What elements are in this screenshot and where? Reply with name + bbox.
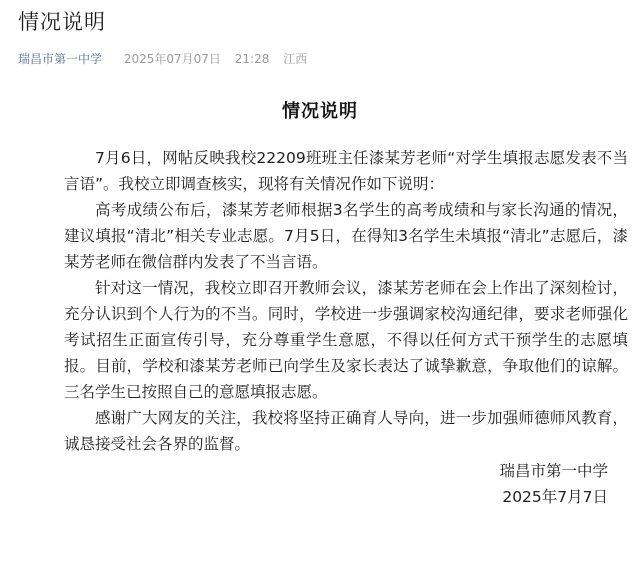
document-body — [64, 145, 628, 457]
signature-block — [499, 458, 608, 510]
publish-date: 2025年07月07日 — [123, 52, 221, 66]
article-meta — [18, 50, 307, 67]
paragraph-1: 7月6日，网帖反映我校22209班班主任漆某芳老师“对学生填报志愿发表不当言语”。我校立即调查核实，现将有关情况作如下说明： — [64, 149, 628, 193]
article-title: 情况说明 — [18, 10, 106, 34]
paragraph-2: 高考成绩公布后，漆某芳老师根据3名学生的高考成绩和与家长沟通的情况，建议填报“清北”相关专业志愿。7月5日，在得知3名学生未填报“清北”志愿后，漆某芳老师在微信群内发表了不当言语。 — [64, 201, 628, 271]
paragraph-4: 感谢广大网友的关注，我校将坚持正确育人导向，进一步加强师德师风教育，诚恳接受社会各界的监督。 — [64, 409, 628, 453]
signature-date: 2025年7月7日 — [502, 488, 608, 506]
paragraph-3: 针对这一情况，我校立即召开教师会议，漆某芳老师在会上作出了深刻检讨，充分认识到个人行为的不当。同时，学校进一步强调家校沟通纪律，要求老师强化考试招生正面宣传引导，充分尊重学生意愿，不得以任何方式干预学生的志愿填报。目前，学校和漆某芳老师已向学生及家长表达了诚挚歉意，争取他们的谅解。三名学生已按照自己的意愿填报志愿。 — [64, 279, 628, 401]
document-heading: 情况说明 — [282, 101, 358, 122]
signature-school: 瑞昌市第一中学 — [499, 462, 608, 480]
publish-time: 21:28 — [234, 52, 270, 66]
publish-location: 江西 — [283, 52, 308, 66]
account-name-link[interactable]: 瑞昌市第一中学 — [18, 52, 103, 66]
